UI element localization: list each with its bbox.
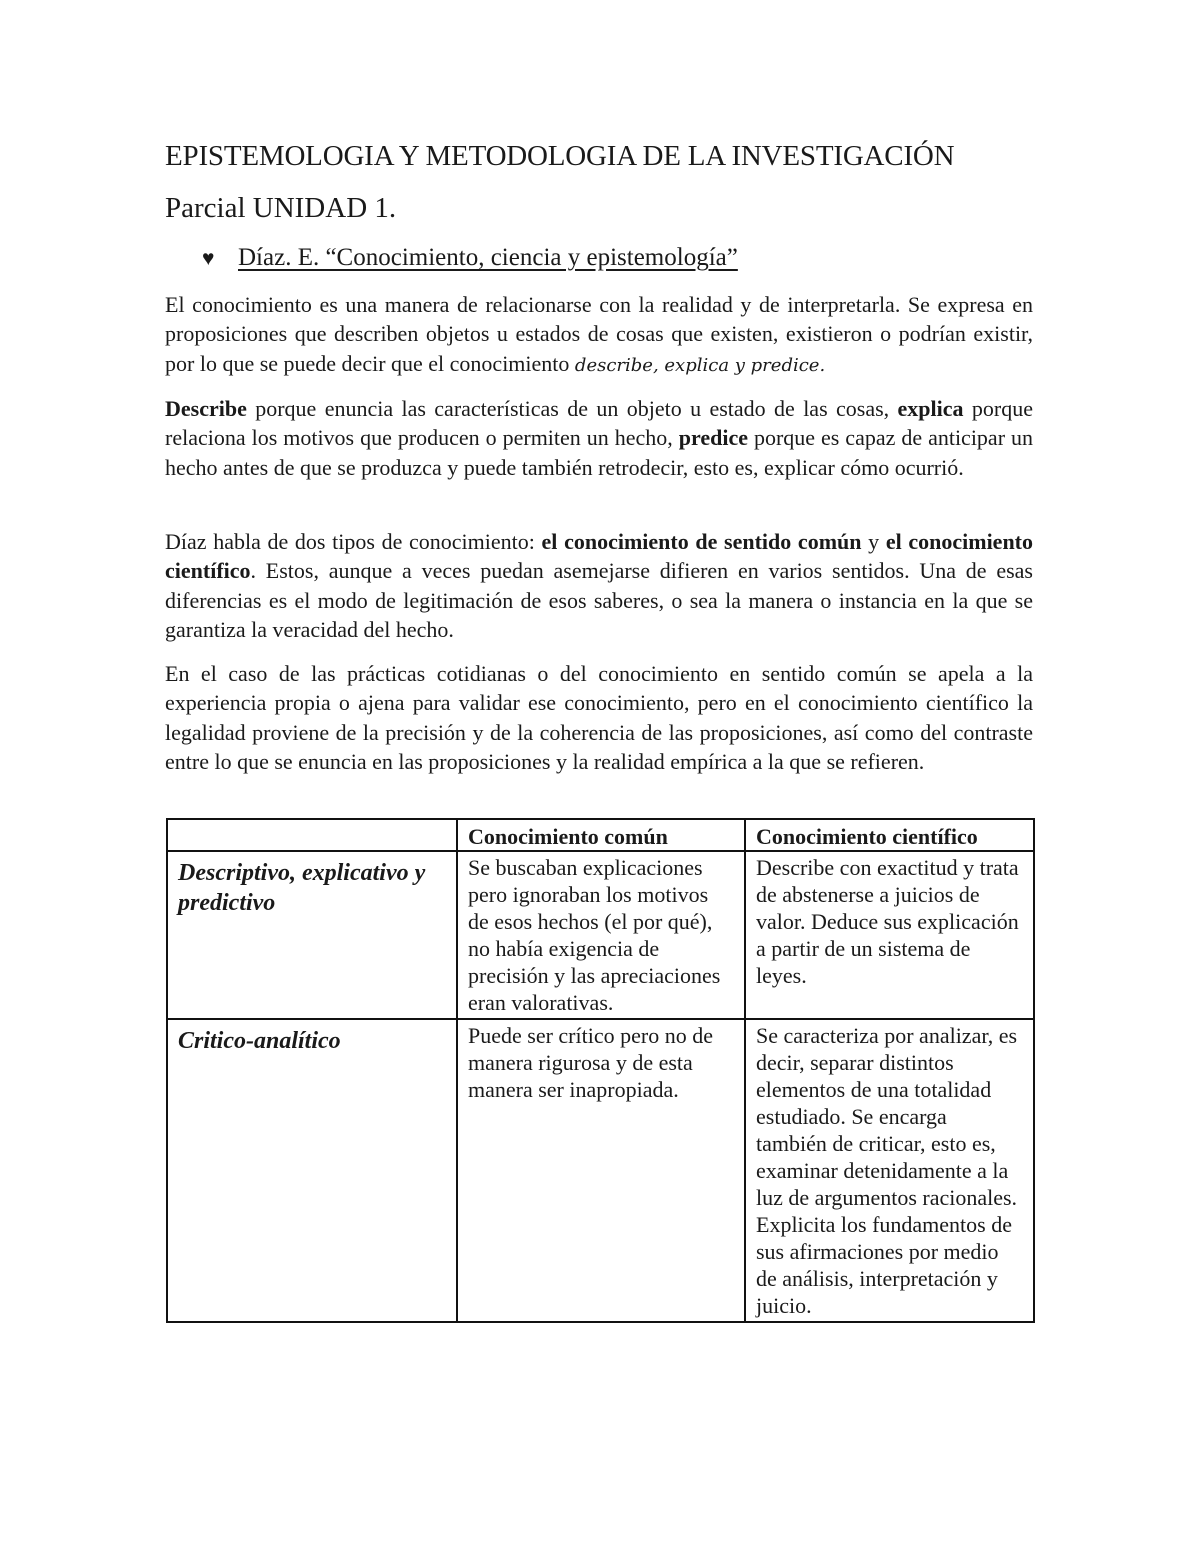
paragraph-text: Díaz habla de dos tipos de conocimiento: [165,529,542,554]
cell-comun: Se buscaban explicaciones pero ignoraban los motivos de esos hechos (el por qué), no había exigencia de precisión y las apreciaciones eran valorativas. [457,851,745,1019]
paragraph-describe-explain-predict [165,394,1033,482]
paragraph-text: . Estos, aunque a veces puedan asemejarse difieren en varios sentidos. Una de esas diferencias es el modo de legitimación de esos saberes, o sea la manera o instancia en la que se garantiza la veracidad del hecho. [165,558,1033,642]
cell-cientifico: Se caracteriza por analizar, es decir, separar distintos elementos de una totalidad estudiado. Se encarga también de criticar, esto es, examinar detenidamente a la luz de argumentos racionales. Explicita los fundamentos de sus afirmaciones por medio de análisis, interpretación y juicio. [745,1019,1034,1322]
document-title: EPISTEMOLOGIA Y METODOLOGIA DE LA INVESTIGACIÓN [165,140,955,172]
row-label: Descriptivo, explicativo y predictivo [167,851,457,1019]
paragraph-legitimation: En el caso de las prácticas cotidianas o del conocimiento en sentido común se apela a la experiencia propia o ajena para validar ese conocimiento, pero en el conocimiento científico la legalidad proviene de la precisión y de la coherencia de las proposiciones, así como del contraste entre lo que se enuncia en las proposiciones y la realidad empírica a la que se refieren. [165,661,1033,774]
bold-term-cientifico: el conocimiento científico [165,529,1034,584]
heart-icon: ♥ [202,246,215,270]
table-header-row [167,819,1034,851]
paragraph-text: porque es capaz de anticipar un hecho antes de que se produzca y puede también retrodecir, esto es, explicar cómo ocurrió. [165,425,1033,480]
bold-term-sentido-comun: el conocimiento de sentido común [541,529,862,554]
paragraph-italic-text: describe, explica y predice. [574,354,826,376]
table-row [167,851,1034,1019]
paragraph-definition [165,290,1033,380]
document-subtitle: Parcial UNIDAD 1. [165,192,397,224]
paragraph-text: El conocimiento es una manera de relacionarse con la realidad y de interpretarla. Se expresa en proposiciones que describen objetos u estados de cosas que existen, existieron o podrían existir, por lo que se puede decir que el conocimiento [165,292,1033,376]
paragraph-text: porque enuncia las características de un objeto u estado de las cosas, [246,396,898,421]
comparison-table [166,818,1035,1323]
paragraph-text: porque relaciona los motivos que producen o permiten un hecho, [165,396,1033,451]
table-header-comun: Conocimiento común [457,819,745,851]
table-header-cientifico: Conocimiento científico [745,819,1034,851]
cell-comun: Puede ser crítico pero no de manera rigurosa y de esta manera ser inapropiada. [457,1019,745,1322]
paragraph-types-of-knowledge [165,527,1033,644]
table-header-empty [167,819,457,851]
row-label: Critico-analítico [167,1019,457,1322]
bold-term-predice: predice [678,425,748,451]
reference-title: Díaz. E. “Conocimiento, ciencia y epistemología” [238,244,738,271]
table-row [167,1019,1034,1322]
bold-term-explica: explica [897,396,964,421]
reference-bullet [202,242,738,274]
bold-term-describe: Describe [165,396,247,421]
paragraph-text: y [861,529,886,554]
cell-cientifico: Describe con exactitud y trata de abstenerse a juicios de valor. Deduce sus explicación a partir de un sistema de leyes. [745,851,1034,1019]
